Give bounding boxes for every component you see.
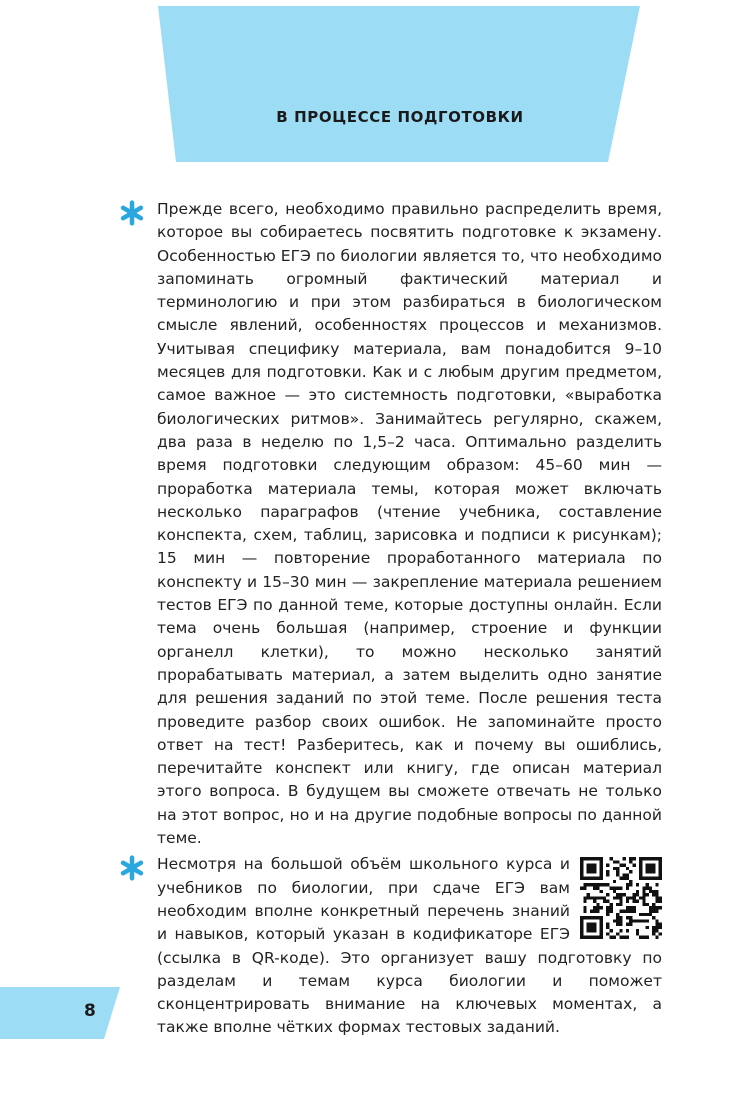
qr-code-icon[interactable] bbox=[580, 857, 662, 939]
page-number: 8 bbox=[84, 1001, 96, 1021]
section-title: В ПРОЦЕССЕ ПОДГОТОВКИ bbox=[276, 108, 524, 126]
star-icon bbox=[119, 200, 145, 226]
page-number-tab bbox=[0, 987, 120, 1039]
header-banner bbox=[0, 0, 739, 200]
main-content bbox=[157, 198, 662, 1040]
bullet-item-time-planning bbox=[157, 198, 662, 850]
paragraph-text: Прежде всего, необходимо правильно распределить время, которое вы собираетесь посвятить подготовке к экзамену. Особенностью ЕГЭ по биологии является то, что необходимо запоминать огромный фактический материал и терминологию и при этом разбираться в биологическом смысле явлений, особенностях процессов и механизмов. Учитывая специфику материала, вам понадобится 9–10 месяцев для подготовки. Как и с любым другим предметом, самое важное — это системность подготовки, «выработка биологических ритмов». Занимайтесь регулярно, скажем, два раза в неделю по 1,5–2 часа. Оптимально разделить время подготовки следующим образом: 45–60 мин — проработка материала темы, которая может включать несколько параграфов (чтение учебника, составление конспекта, схем, таблиц, зарисовка и подписи к рисункам); 15 мин — повторение проработанного материала по конспекту и 15–30 мин — закрепление материала решением тестов ЕГЭ по данной теме, которые доступны онлайн. Если тема очень большая (например, строение и функции органелл клетки), то можно несколько занятий прорабатывать материал, а затем выделить одно занятие для решения заданий по этой теме. После решения теста проведите разбор своих ошибок. Не запоминайте просто ответ на тест! Разберитесь, как и почему вы ошиблись, перечитайте конспект или книгу, где описан материал этого вопроса. В будущем вы сможете отвечать не только на этот вопрос, но и на другие подобные вопросы по данной теме. bbox=[157, 200, 662, 848]
paragraph-text: Несмотря на большой объём школьного курса и учебников по биологии, при сдаче ЕГЭ вам необходим вполне конкретный перечень знаний и навыков, который указан в кодификаторе ЕГЭ (ссылка в QR-коде). Это организует вашу подготовку по разделам и темам курса биологии и поможет сконцентрировать внимание на ключевых моментах, а также вполне чётких формах тестовых заданий. bbox=[157, 855, 662, 1037]
star-icon bbox=[119, 855, 145, 881]
bullet-item-codifier bbox=[157, 853, 662, 1039]
